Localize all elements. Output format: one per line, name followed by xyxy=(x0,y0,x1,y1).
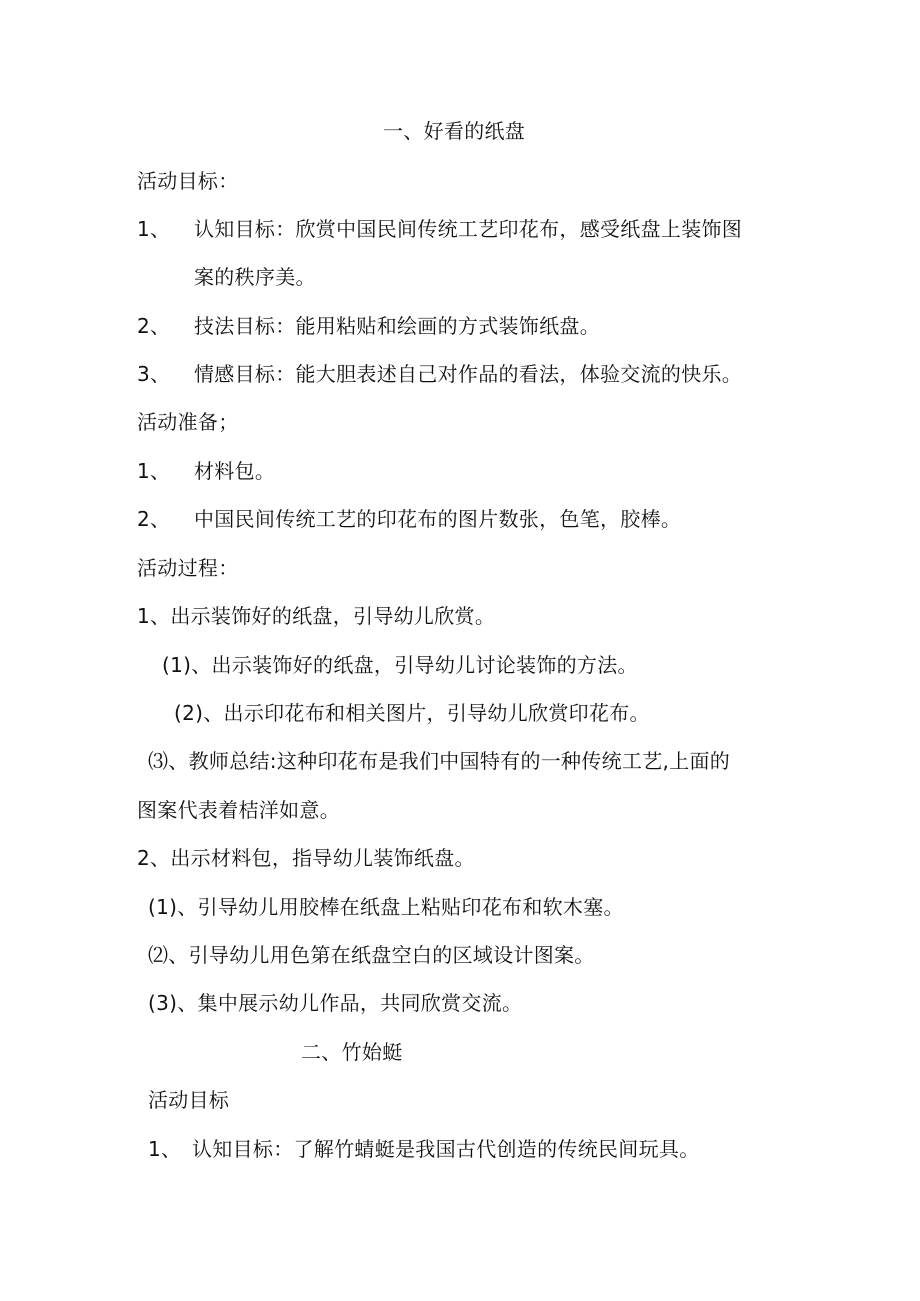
list-number: 1、 xyxy=(148,1137,182,1161)
section1-process-sub-2: (2)、出示印花布和相关图片，引导幼儿欣赏印花布。 xyxy=(174,701,650,725)
section1-prep-1 xyxy=(137,457,275,485)
section1-process-step-2: 2、出示材料包，指导幼儿装饰纸盘。 xyxy=(137,846,475,870)
list-number: 1、 xyxy=(137,459,171,483)
section1-goal-1-cont: 案的秩序美。 xyxy=(194,265,316,289)
section1-process-sub-1: (1)、出示装饰好的纸盘，引导幼儿讨论装饰的方法。 xyxy=(162,653,638,677)
list-text: 技法目标：能用粘贴和绘画的方式装饰纸盘。 xyxy=(194,314,600,338)
list-number: 2、 xyxy=(137,314,171,338)
list-text: 认知目标：了解竹蜻蜓是我国古代创造的传统民间玩具。 xyxy=(192,1137,700,1161)
list-number: 1、 xyxy=(137,217,171,241)
section1-goal-3 xyxy=(137,360,742,388)
section1-prep-2 xyxy=(137,505,681,533)
section1-process-sub-4: (1)、引导幼儿用胶棒在纸盘上粘贴印花布和软木塞。 xyxy=(148,895,624,919)
section2-goals-heading: 活动目标 xyxy=(148,1088,230,1112)
section1-prep-heading: 活动准备； xyxy=(137,410,239,434)
section1-process-heading: 活动过程： xyxy=(137,556,239,580)
list-text: 情感目标：能大胆表述自己对作品的看法，体验交流的快乐。 xyxy=(194,362,743,386)
list-text: 材料包。 xyxy=(194,459,276,483)
section1-process-sub-3: ⑶、教师总结:这种印花布是我们中国特有的一种传统工艺,上面的 xyxy=(148,749,731,773)
list-text: 认知目标：欣赏中国民间传统工艺印花布，感受纸盘上装饰图 xyxy=(194,217,743,241)
section1-process-step-1: 1、出示装饰好的纸盘，引导幼儿欣赏。 xyxy=(137,604,496,628)
section1-goal-2 xyxy=(137,312,600,340)
list-number: 3、 xyxy=(137,362,171,386)
section1-process-sub-3-cont: 图案代表着桔洋如意。 xyxy=(137,798,340,822)
section2-title: 二、竹始蜓 xyxy=(301,1040,403,1064)
section1-goals-heading: 活动目标： xyxy=(137,169,239,193)
section1-goal-1 xyxy=(137,215,742,243)
section1-process-sub-6: (3)、集中展示幼儿作品，共同欣赏交流。 xyxy=(148,991,523,1015)
list-number: 2、 xyxy=(137,507,171,531)
list-text: 中国民间传统工艺的印花布的图片数张，色笔，胶棒。 xyxy=(194,507,682,531)
section1-process-sub-5: ⑵、引导幼儿用色第在纸盘空白的区域设计图案。 xyxy=(148,943,595,967)
section1-title: 一、好看的纸盘 xyxy=(383,119,526,143)
section2-goal-1 xyxy=(148,1135,700,1163)
